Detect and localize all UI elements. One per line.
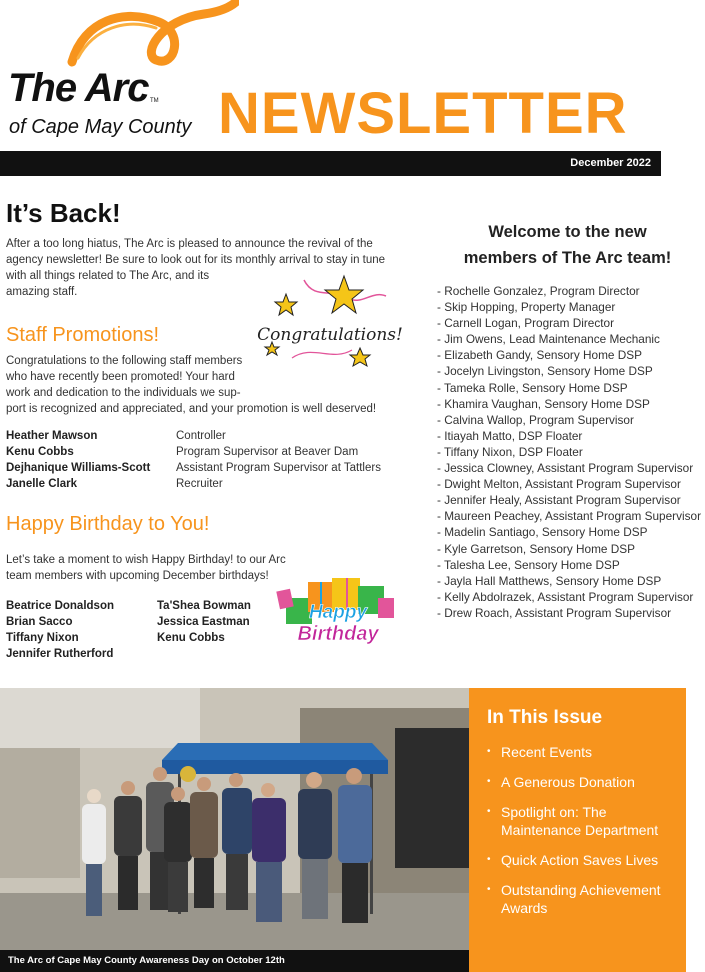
issue-date: December 2022 [570, 157, 651, 169]
star-icon [275, 294, 297, 315]
promotions-table [6, 430, 426, 494]
promotion-role: Recruiter [176, 478, 223, 490]
member-item: - Talesha Lee, Sensory Home DSP [437, 557, 620, 572]
promotion-name: Heather Mawson [6, 430, 98, 442]
birthday-name: Jessica Eastman [157, 616, 250, 628]
promotion-name: Janelle Clark [6, 478, 77, 490]
birthday-art-text: Birthday [297, 623, 379, 645]
birthday-name: Kenu Cobbs [157, 632, 225, 644]
birthday-line: Let’s take a moment to wish Happy Birthday! to our Arc [6, 554, 286, 566]
promotions-line: who have recently been promoted! Your hard [6, 371, 235, 383]
welcome-heading [440, 219, 695, 271]
promotions-line: Congratulations to the following staff members [6, 355, 243, 367]
promotion-name: Dejhanique Williams-Scott [6, 462, 151, 474]
member-item: - Jennifer Healy, Assistant Program Supervisor [437, 493, 681, 508]
new-members-list [437, 283, 701, 621]
birthday-name: Beatrice Donaldson [6, 600, 114, 612]
issue-item-label: A Generous Donation [501, 774, 635, 790]
issue-item [487, 803, 677, 839]
member-item: - Carnell Logan, Program Director [437, 316, 615, 331]
member-item: - Dwight Melton, Assistant Program Supervisor [437, 477, 681, 492]
bullet-icon: • [487, 884, 491, 895]
member-item: - Kelly Abdolrazek, Assistant Program Supervisor [437, 589, 694, 604]
member-item: - Jim Owens, Lead Maintenance Mechanic [437, 332, 660, 347]
issue-item [487, 881, 677, 917]
star-icon [325, 276, 363, 313]
promotion-row [6, 430, 426, 446]
promotions-paragraph [6, 353, 406, 417]
member-item: - Rochelle Gonzalez, Program Director [437, 284, 640, 298]
member-item: - Jessica Clowney, Assistant Program Supervisor [437, 461, 694, 476]
birthday-name: Jennifer Rutherford [6, 648, 114, 660]
promotion-name: Kenu Cobbs [6, 446, 74, 458]
promotion-role: Assistant Program Supervisor at Tattlers [176, 462, 381, 474]
intro-line: with all things related to The Arc, and its [6, 270, 210, 282]
birthday-name: Ta'Shea Bowman [157, 600, 251, 612]
newsletter-title: NEWSLETTER [218, 81, 628, 146]
issue-item-label: Quick Action Saves Lives [501, 852, 659, 868]
member-item: - Tiffany Nixon, DSP Floater [437, 444, 583, 459]
member-item: - Elizabeth Gandy, Sensory Home DSP [437, 348, 643, 363]
member-item: - Maureen Peachey, Assistant Program Supervisor [437, 509, 702, 524]
birthday-heading: Happy Birthday to You! [6, 513, 210, 535]
member-item: - Jocelyn Livingston, Sensory Home DSP [437, 364, 653, 379]
promotion-role: Controller [176, 430, 226, 442]
promotion-row [6, 478, 426, 494]
promotion-role: Program Supervisor at Beaver Dam [176, 446, 359, 458]
member-item: - Skip Hopping, Property Manager [437, 300, 616, 315]
welcome-heading-line: members of The Arc team! [463, 249, 672, 267]
logo-trademark: TM [150, 98, 159, 104]
happy-art-text: Happy [308, 602, 368, 623]
member-item: - Tameka Rolle, Sensory Home DSP [437, 380, 628, 395]
intro-line: agency newsletter! Be sure to look out for its monthly arrival to stay in tune [6, 254, 386, 266]
issue-item-label: Spotlight on: The Maintenance Department [501, 804, 659, 838]
photo-caption: The Arc of Cape May County Awareness Day on October 12th [8, 955, 285, 966]
in-this-issue-box [469, 688, 686, 972]
member-item: - Calvina Wallop, Program Supervisor [437, 412, 634, 427]
promotions-line: port is recognized and appreciated, and your promotion is well deserved! [6, 403, 377, 415]
birthday-line: team members with upcoming December birthdays! [6, 570, 269, 582]
member-item: - Kyle Garretson, Sensory Home DSP [437, 541, 635, 556]
issue-item-label: Outstanding Achievement Awards [501, 882, 661, 916]
bullet-icon: • [487, 854, 491, 865]
promotion-row [6, 446, 426, 462]
issue-item [487, 851, 677, 869]
member-item: - Madelin Santiago, Sensory Home DSP [437, 525, 648, 540]
bullet-icon: • [487, 776, 491, 787]
birthday-names-col1 [6, 598, 114, 662]
member-item: - Khamira Vaughan, Sensory Home DSP [437, 396, 650, 411]
birthday-name: Tiffany Nixon [6, 632, 79, 644]
member-item: - Jayla Hall Matthews, Sensory Home DSP [437, 573, 662, 588]
logo-subtitle: of Cape May County [9, 116, 192, 138]
in-this-issue-title: In This Issue [487, 707, 603, 728]
member-item: - Itiayah Matto, DSP Floater [437, 428, 583, 443]
event-photo [0, 688, 469, 972]
member-item: - Drew Roach, Assistant Program Supervisor [437, 605, 672, 620]
issue-item-label: Recent Events [501, 744, 593, 760]
issue-item [487, 773, 677, 791]
in-this-issue-list [487, 743, 677, 929]
intro-heading: It’s Back! [6, 198, 121, 228]
birthday-names-col2 [157, 598, 251, 646]
congratulations-art-text: Congratulations! [257, 325, 403, 345]
event-photo-illustration [0, 688, 469, 972]
issue-item [487, 743, 677, 761]
date-bar [0, 151, 661, 176]
intro-line: amazing staff. [6, 286, 78, 298]
welcome-heading-line: Welcome to the new [488, 223, 647, 241]
logo-wordmark: The Arc [8, 66, 149, 110]
promotions-line: work and dedication to the individuals we sup- [6, 387, 241, 399]
intro-line: After a too long hiatus, The Arc is pleased to announce the revival of the [6, 238, 373, 250]
birthday-name: Brian Sacco [6, 616, 73, 628]
bullet-icon: • [487, 746, 491, 757]
promotion-row [6, 462, 426, 478]
promotions-heading: Staff Promotions! [6, 324, 160, 346]
happy-birthday-clipart [274, 570, 399, 650]
bullet-icon: • [487, 806, 491, 817]
